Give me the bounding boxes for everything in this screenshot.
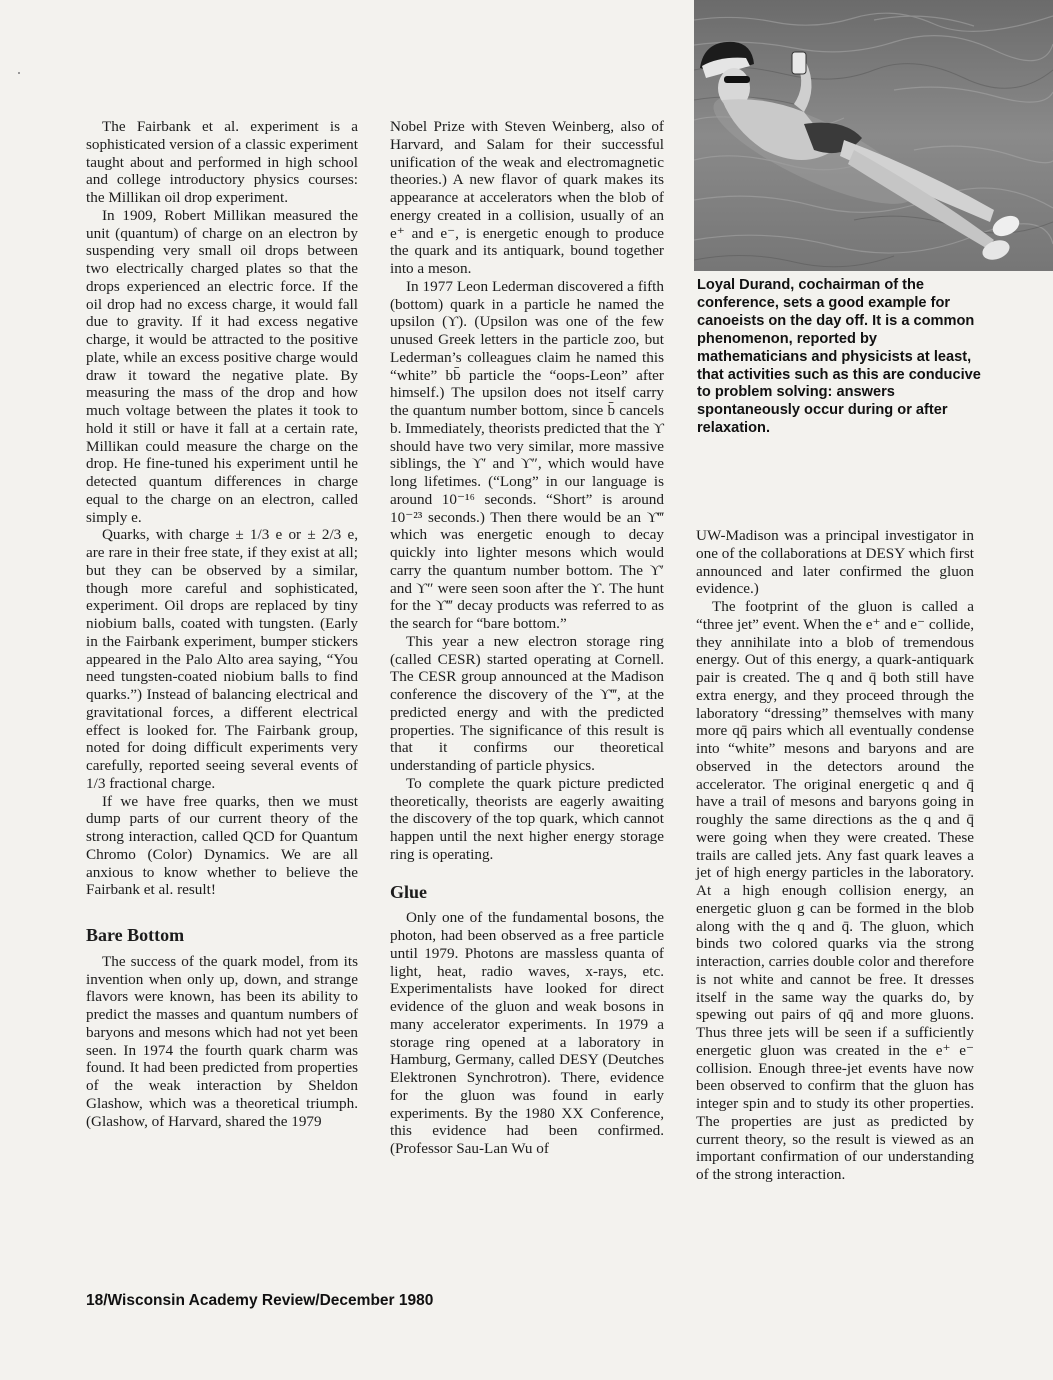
paragraph: UW-Madison was a principal investigator in one of the collaborations at DESY which first announced and later confirmed the gluon evidence.) [696,527,974,598]
text-column-3 [696,527,974,1184]
paragraph: Only one of the fundamental bosons, the photon, had been observed as a free particle until 1979. Photons are massless quanta of light, heat, radio waves, x-rays, etc. Experimentalists have looked for direct evidence of the gluon and weak bosons in many accelerator experiments. In 1979 a storage ring opened at a laboratory in Hamburg, Germany, called DESY (Deutches Elektronen Synchrotron). There, evidence for the gluon was found in early experiments. By the 1980 XX Conference, this evidence had been confirmed. (Professor Sau-Lan Wu of [390,909,664,1157]
paragraph: Quarks, with charge ± 1/3 e or ± 2/3 e, are rare in their free state, if they exist at all; but they can be observed by a similar, though more careful and sophisticated, experiment. Oil drops are replaced by tiny niobium balls, coated with tungsten. (Early in the Fairbank experiment, bumper stickers appeared in the Palo Alto area saying, “You need tungsten-coated niobium balls to find quarks.”) Instead of balancing electrical and gravitational forces, a different electrical effect is looked for. The Fairbank group, noted for doing difficult experiments very carefully, reported seeing several events of 1/3 fractional charge. [86,526,358,792]
page-footer: 18/Wisconsin Academy Review/December 1980 [86,1292,434,1309]
lake-photo [694,0,1053,271]
text-column-1 [86,118,358,1130]
paragraph: In 1909, Robert Millikan measured the unit (quantum) of charge on an electron by suspending very small oil drops between two electrically charged plates so that the drops experienced an electric force. If the oil drop had no excess charge, it would fall due to gravity. If it had excess negative charge, it would be attracted to the positive plate, while an excess positive charge would draw it toward the negative plate. By measuring the mass of the drop and how much voltage between the plates it took to hold it still or have it fall at a certain rate, Millikan could measure the charge on the drop. He fine-tuned his experiment until he detected quantum differences in charge equal to the charge on an electron, called simply e. [86,206,358,526]
paragraph: The footprint of the gluon is called a “three jet” event. When the e⁺ and e⁻ collide, they annihilate into a blob of tremendous energy. Out of this energy, a quark-antiquark pair is created. The q and q̄ both still have extra energy, and they proceed through the laboratory “dressing” themselves with many more qq̄ pairs which all eventually condense into “white” mesons and baryons and are observed in the detectors around the accelerator. The original energetic q and q̄ have a trail of mesons and baryons going in roughly the same directions as the q and q̄ were going when they were created. These trails are called jets. Any fast quark leaves a jet of high energy particles in the laboratory. At a high enough collision energy, an energetic gluon g can be formed in the blob along with the q and q̄. The gluon, which binds two colored quarks via the strong interaction, carries double color and therefore is not white and cannot be free. It dresses itself in the same way the quarks do, by spewing out pairs of qq̄ and more gluons. Thus three jets will be seen if a sufficiently energetic gluon was created in the e⁺ e⁻ collision. Enough three-jet events have now been observed to confirm that the gluon has integer spin and to study its other properties. The properties are just as predicted by current theory, so the result is viewed as an important confirmation of our understanding of the strong interaction. [696,598,974,1183]
paragraph: To complete the quark picture predicted theoretically, theorists are eagerly awaiting the discovery of the top quark, which cannot happen until the next higher energy storage ring is operating. [390,774,664,863]
text-column-2 [390,118,664,1158]
photo-caption: Loyal Durand, cochairman of the conference, sets a good example for canoeists on the day off. It is a common phenomenon, reported by mathematicians and physicists at least, that activities such as this are conducive to problem solving: answers spontaneously occur during or after relaxation. [697,277,981,437]
paragraph: In 1977 Leon Lederman discovered a fifth (bottom) quark in a particle he named the upsilon (ϒ). (Upsilon was one of the few unused Greek letters in the particle zoo, but Lederman’s colleagues claim he named this “white” bb̄ particle the “oops-Leon” after himself.) The upsilon does not itself carry the quantum number bottom, since b̄ cancels b. Immediately, theorists predicted that the ϒ should have two very similar, more massive siblings, the ϒ′ and ϒ″, which would have long lifetimes. (“Long” in our language is around 10⁻¹⁶ seconds. “Short” is around 10⁻²³ seconds.) Then there would be an ϒ‴ which was energetic enough to decay quickly into lighter mesons which would carry the quantum number bottom. The ϒ′ and ϒ″ were seen soon after the ϒ. The hunt for the ϒ‴ decay products was referred to as the search for “bare bottom.” [390,277,664,632]
paragraph: The Fairbank et al. experiment is a sophisticated version of a classic experiment taught about and performed in high school and college introductory physics courses: the Millikan oil drop experiment. [86,118,358,206]
paragraph: This year a new electron storage ring (called CESR) started operating at Cornell. The CESR group announced at the Madison conference the discovery of the ϒ‴, at the predicted energy and with the predicted properties. The significance of this result is that it confirms our theoretical understanding of particle physics. [390,632,664,774]
paragraph: Nobel Prize with Steven Weinberg, also of Harvard, and Salam for their successful unification of the weak and electromagnetic theories.) A new flavor of quark makes its appearance at accelerators when the blob of energy created in a collision, usually of an e⁺ and e⁻, is energetic enough to produce the quark and its antiquark, bound together into a meson. [390,118,664,277]
section-heading-bare-bottom: Bare Bottom [86,925,185,945]
person-floating-in-lake-photo-icon [694,0,1053,271]
section-heading-glue: Glue [390,881,428,902]
paragraph: If we have free quarks, then we must dump parts of our current theory of the strong interaction, called QCD for Quantum Chromo (Color) Dynamics. We are all anxious to know whether to believe the Fairbank et al. result! [86,792,358,899]
paragraph: The success of the quark model, from its invention when only up, down, and strange flavors were known, has been its ability to predict the masses and quantum numbers of baryons and mesons which had not yet been seen. In 1974 the fourth quark charm was found. It had been predicted from properties of the weak interaction by Sheldon Glashow, which was a theoretical triumph. (Glashow, of Harvard, shared the 1979 [86,952,358,1130]
page-speck [18,72,20,74]
